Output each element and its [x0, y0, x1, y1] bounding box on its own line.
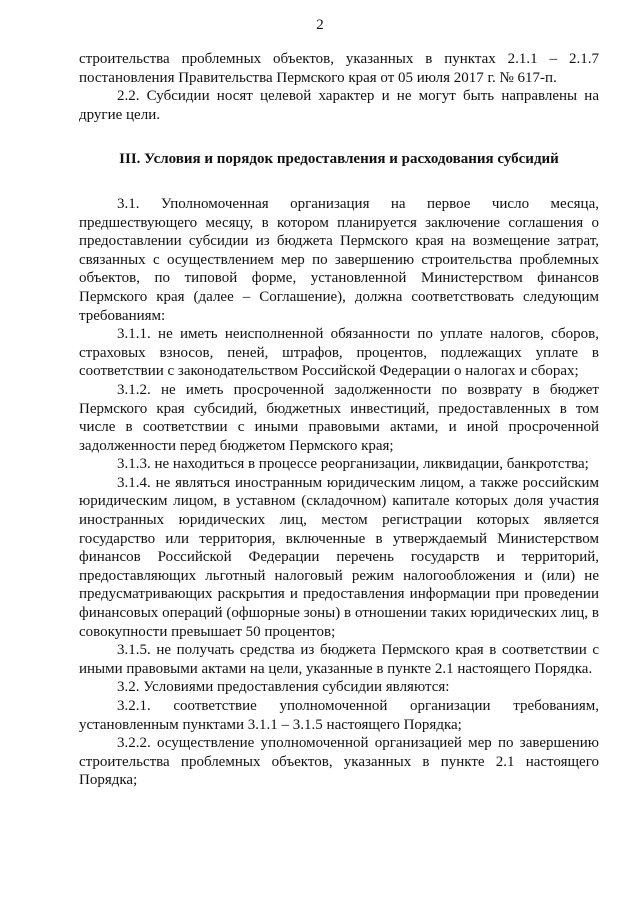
page-number: 2	[316, 17, 324, 33]
paragraph-3-1-1: 3.1.1. не иметь неисполненной обязанности по уплате налогов, сборов, страховых взносов, пеней, штрафов, процентов, подлежащих уплате в соответствии с законодательством Российской Федерации о налогах и сборах;	[79, 326, 599, 380]
paragraph-continuation: строительства проблемных объектов, указанных в пунктах 2.1.1 – 2.1.7 постановления Правительства Пермского края от 05 июля 2017 г. № 617-п.	[79, 51, 599, 86]
paragraph-3-1-3: 3.1.3. не находиться в процессе реорганизации, ликвидации, банкротства;	[117, 456, 589, 473]
paragraph-3-2-1: 3.2.1. соответствие уполномоченной организации требованиям, установленным пунктами 3.1.1 – 3.1.5 настоящего Порядка;	[79, 698, 599, 733]
section-heading: III. Условия и порядок предоставления и расходования субсидий	[119, 151, 559, 168]
paragraph-3-1: 3.1. Уполномоченная организация на первое число месяца, предшествующего месяцу, в котором планируется заключение соглашения о предоставлении субсидии из бюджета Пермского края на возмещение затрат, связанных с осуществлением мер по завершению строительства проблемных объектов, по типовой форме, установленной Министерством финансов Пермского края (далее – Соглашение), должна соответствовать следующим требованиям:	[79, 195, 599, 324]
document-body	[79, 50, 599, 790]
paragraph-3-1-4: 3.1.4. не являться иностранным юридическим лицом, а также российским юридическим лицом, в уставном (складочном) капитале которых доля участия иностранных юридических лиц, местом регистрации которых является государство или территория, включенные в утверждаемый Министерством финансов Российской Федерации перечень государств и территорий, предоставляющих льготный налоговый режим налогообложения и (или) не предусматривающих раскрытия и предоставления информации при проведении финансовых операций (офшорные зоны) в отношении таких юридических лиц, в совокупности превышает 50 процентов;	[79, 474, 599, 640]
paragraph-3-1-2: 3.1.2. не иметь просроченной задолженности по возврату в бюджет Пермского края субсидий, бюджетных инвестиций, предоставленных в том числе в соответствии с иными правовыми актами, и иной просроченной задолженности перед бюджетом Пермского края;	[79, 381, 599, 454]
paragraph-3-1-5: 3.1.5. не получать средства из бюджета Пермского края в соответствии с иными правовыми актами на цели, указанные в пункте 2.1 настоящего Порядка.	[79, 642, 599, 677]
paragraph-3-2-2: 3.2.2. осуществление уполномоченной организацией мер по завершению строительства проблемных объектов, указанных в пункте 2.1 настоящего Порядка;	[79, 735, 599, 789]
paragraph-3-2: 3.2. Условиями предоставления субсидии являются:	[117, 679, 450, 696]
paragraph-2-2: 2.2. Субсидии носят целевой характер и не могут быть направлены на другие цели.	[79, 88, 599, 123]
